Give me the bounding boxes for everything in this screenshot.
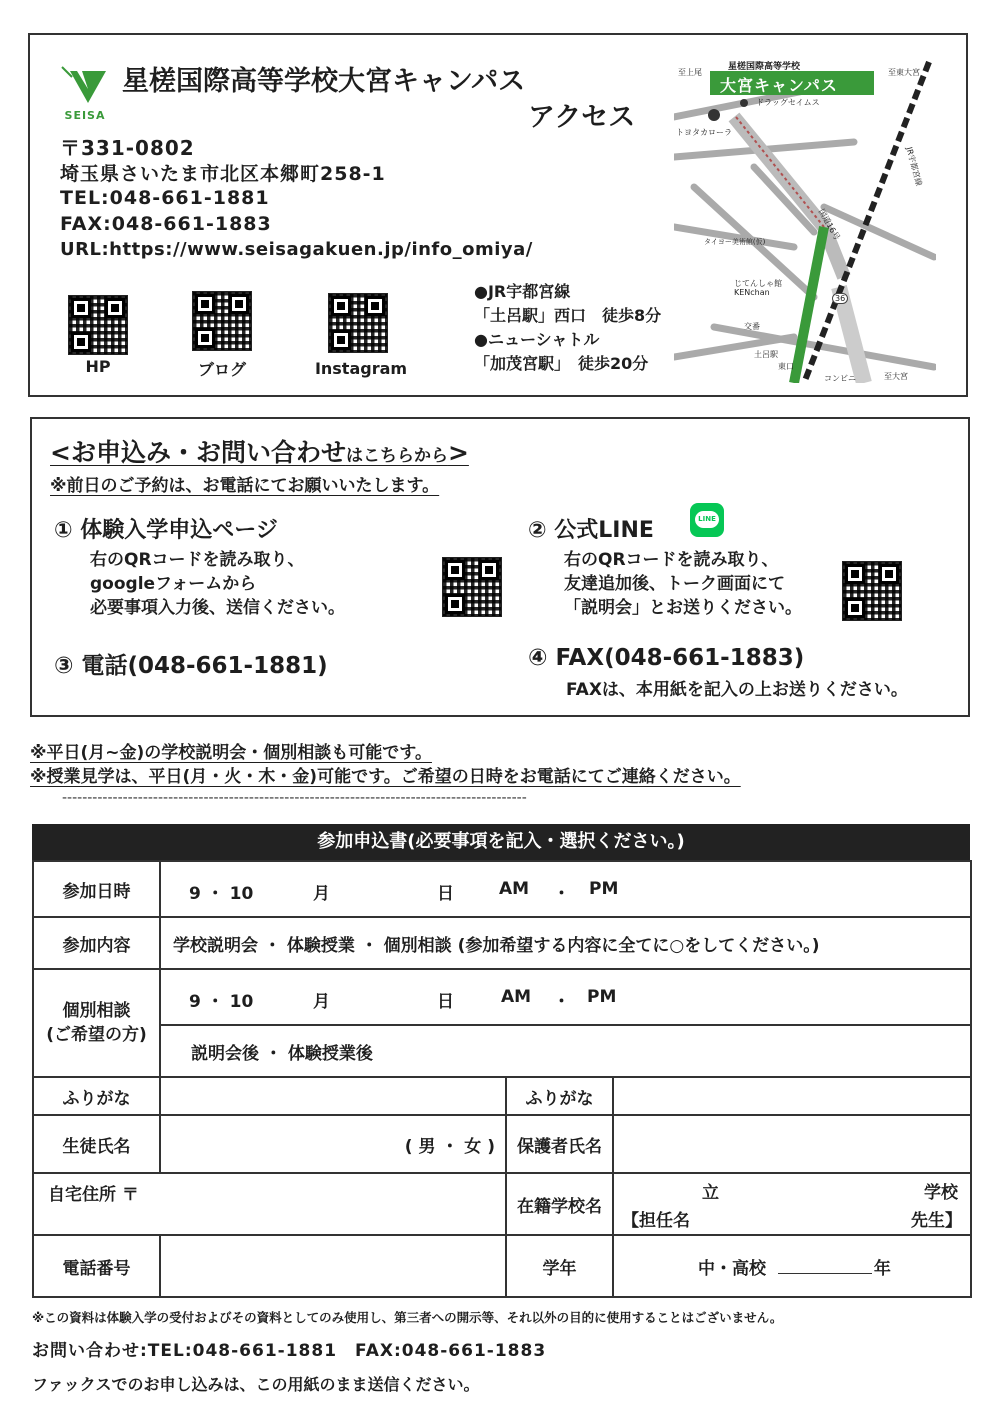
- home-address-field[interactable]: [33, 1173, 506, 1235]
- map-label-museum: タイヨー美術館(仮): [704, 238, 766, 246]
- cut-line: --------------------------------------------------------------------------------------------: [62, 790, 527, 806]
- option-4-fax-note: FAXは、本用紙を記入の上お送りください。: [566, 680, 908, 700]
- contact-info: お問い合わせ:TEL:048-661-1881 FAX:048-661-1883: [32, 1341, 547, 1361]
- school-ritsu: 立: [702, 1183, 719, 1203]
- consult-am-option[interactable]: AM: [501, 987, 532, 1007]
- apply-title-main: <お申込み・お問い合わせ: [50, 438, 346, 467]
- privacy-note: ※この資料は体験入学の受付およびその資料としてのみ使用し、第三者への開示等、それ以外の目的に使用することはございません。: [32, 1310, 783, 1325]
- logo-text: SEISA: [64, 109, 106, 122]
- guardian-furigana-field[interactable]: [613, 1077, 971, 1115]
- school-gakko: 学校: [924, 1183, 958, 1203]
- content-label: 参加内容: [33, 917, 160, 969]
- line-app-icon: [690, 503, 724, 537]
- option-2-line-3: 「説明会」とお送りください。: [564, 598, 802, 618]
- consult-date-field[interactable]: [160, 969, 971, 1025]
- grade-field[interactable]: [613, 1235, 971, 1297]
- note-observation: ※授業見学は、平日(月・火・木・金)可能です。ご希望の日時をお電話にてご連絡ください。: [30, 767, 741, 787]
- home-address-label: 自宅住所 〒: [48, 1185, 139, 1205]
- line-icon-text: LINE: [698, 515, 716, 523]
- map-label-route36: 36: [832, 293, 848, 304]
- grade-label: 学年: [506, 1235, 613, 1297]
- map-label-route16: 国道16号: [816, 207, 842, 242]
- map-label-convenience: コンビニ: [824, 374, 856, 383]
- teacher-open: 【担任名: [622, 1211, 690, 1231]
- access-box: [28, 33, 968, 397]
- date-label: 参加日時: [33, 861, 160, 917]
- form-header-text: 参加申込書(必要事項を記入・選択ください。): [317, 831, 685, 852]
- consult-label: [33, 969, 160, 1077]
- address: 埼玉県さいたま市北区本郷町258-1: [60, 163, 386, 185]
- school-title: 星槎国際高等学校大宮キャンパス: [122, 66, 526, 97]
- blog-qr-code[interactable]: [192, 291, 252, 351]
- map-label-jr: JR宇都宮線: [904, 146, 924, 187]
- map-label-drugstore: ドラッグセイムス: [756, 98, 820, 107]
- qr-label-hp: HP: [85, 357, 111, 376]
- student-name-label: 生徒氏名: [33, 1115, 160, 1173]
- direction-line-3: ●ニューシャトル: [474, 330, 600, 349]
- map-school-small: 星槎国際高等学校: [728, 62, 801, 72]
- seisa-logo-mark: [60, 65, 110, 105]
- consult-day-char: 日: [437, 992, 454, 1012]
- option-4-fax: ④ FAX(048-661-1883): [528, 645, 805, 671]
- gender-options[interactable]: ( 男 ・ 女 ): [404, 1136, 495, 1157]
- student-furigana-label: ふりがな: [33, 1077, 160, 1115]
- note-weekday: ※平日(月~金)の学校説明会・個別相談も可能です。: [30, 743, 432, 763]
- student-name-field[interactable]: [160, 1115, 506, 1173]
- date-am-option[interactable]: AM: [499, 879, 530, 899]
- content-options[interactable]: 学校説明会 ・ 体験授業 ・ 個別相談 (参加希望する内容に全てに○をしてください。): [160, 917, 971, 969]
- phone-field[interactable]: [160, 1235, 506, 1297]
- apply-title-small: はこちらから: [345, 446, 448, 466]
- school-name-label: 在籍学校名: [506, 1173, 613, 1235]
- option-2-line-1: 右のQRコードを読み取り、: [564, 550, 779, 570]
- apply-box: [30, 417, 970, 717]
- guardian-name-field[interactable]: [613, 1115, 971, 1173]
- map-label-ageo: 至上尾: [678, 68, 702, 77]
- date-pm-option[interactable]: PM: [589, 879, 619, 899]
- map-label-toro-station: 土呂駅: [754, 350, 778, 359]
- option-1-line-3: 必要事項入力後、送信ください。: [90, 598, 345, 618]
- map-label-east-exit: 東口: [778, 362, 794, 371]
- direction-line-2: 「土呂駅」西口 徒歩8分: [474, 306, 662, 325]
- date-month-options[interactable]: 9 ・ 10: [189, 884, 254, 904]
- date-separator: ・: [553, 884, 570, 904]
- consult-separator: ・: [553, 992, 570, 1012]
- seisa-logo: [60, 65, 110, 121]
- grade-value[interactable]: 中・高校: [698, 1258, 766, 1279]
- phone-label: 電話番号: [33, 1235, 160, 1297]
- apply-title-end: >: [447, 438, 469, 467]
- grade-year: 年: [873, 1258, 891, 1279]
- consult-month-char: 月: [313, 992, 330, 1012]
- option-3-phone: ③ 電話(048-661-1881): [54, 653, 328, 679]
- map-campus-label: 大宮キャンパス: [720, 76, 838, 95]
- map-label-toyota: トヨタカローラ: [676, 128, 732, 137]
- qr-label-blog: ブログ: [197, 360, 246, 379]
- map-label-koban: 交番: [744, 322, 760, 331]
- url[interactable]: URL:https://www.seisagakuen.jp/info_omiya/: [60, 239, 533, 260]
- qr-label-instagram: Instagram: [314, 359, 408, 378]
- teacher-close: 先生】: [911, 1211, 962, 1231]
- school-name-field[interactable]: [613, 1173, 971, 1235]
- date-month-char: 月: [313, 884, 330, 904]
- entry-form-qr-code[interactable]: [442, 557, 502, 617]
- hp-qr-code[interactable]: [68, 295, 128, 355]
- map-label-kenchan: じてんしゃ館 KENchan: [734, 279, 782, 297]
- consult-timing-options[interactable]: 説明会後 ・ 体験授業後: [160, 1025, 971, 1077]
- option-1-line-2: googleフォームから: [90, 574, 257, 594]
- grade-blank[interactable]: [778, 1273, 872, 1274]
- date-day-char: 日: [437, 884, 454, 904]
- fax: FAX:048-661-1883: [60, 213, 272, 235]
- consult-pm-option[interactable]: PM: [587, 987, 617, 1007]
- option-2-line-2: 友達追加後、トーク画面にて: [564, 574, 785, 594]
- direction-line-4: 「加茂宮駅」 徒歩20分: [474, 354, 649, 373]
- guardian-furigana-label: ふりがな: [506, 1077, 613, 1115]
- apply-note: ※前日のご予約は、お電話にてお願いいたします。: [50, 476, 440, 496]
- fax-instruction: ファックスでのお申し込みは、この用紙のまま送信ください。: [32, 1375, 480, 1394]
- student-furigana-field[interactable]: [160, 1077, 506, 1115]
- map-label-higashiomiya: 至東大宮: [888, 68, 920, 77]
- consult-label-line-1: 個別相談: [62, 1001, 131, 1021]
- direction-line-1: ●JR宇都宮線: [474, 282, 571, 301]
- line-icon-bubble: [695, 511, 719, 528]
- consult-label-line-2: (ご希望の方): [46, 1025, 147, 1045]
- option-1-line-1: 右のQRコードを読み取り、: [90, 550, 305, 570]
- apply-title: [50, 433, 469, 469]
- access-map: [674, 57, 936, 383]
- application-form: [32, 860, 972, 1298]
- postal-code: 〒331-0802: [60, 136, 195, 160]
- option-1-title: ① 体験入学申込ページ: [54, 518, 278, 543]
- line-qr-code[interactable]: [842, 561, 902, 621]
- option-2-title: ② 公式LINE: [528, 518, 654, 543]
- access-title: アクセス: [528, 102, 636, 133]
- guardian-name-label: 保護者氏名: [506, 1115, 613, 1173]
- instagram-qr-code[interactable]: [328, 293, 388, 353]
- tel: TEL:048-661-1881: [60, 187, 270, 209]
- date-field[interactable]: [160, 861, 971, 917]
- consult-month-options[interactable]: 9 ・ 10: [189, 992, 254, 1012]
- map-label-omiya: 至大宮: [884, 372, 908, 381]
- form-header: [32, 824, 970, 860]
